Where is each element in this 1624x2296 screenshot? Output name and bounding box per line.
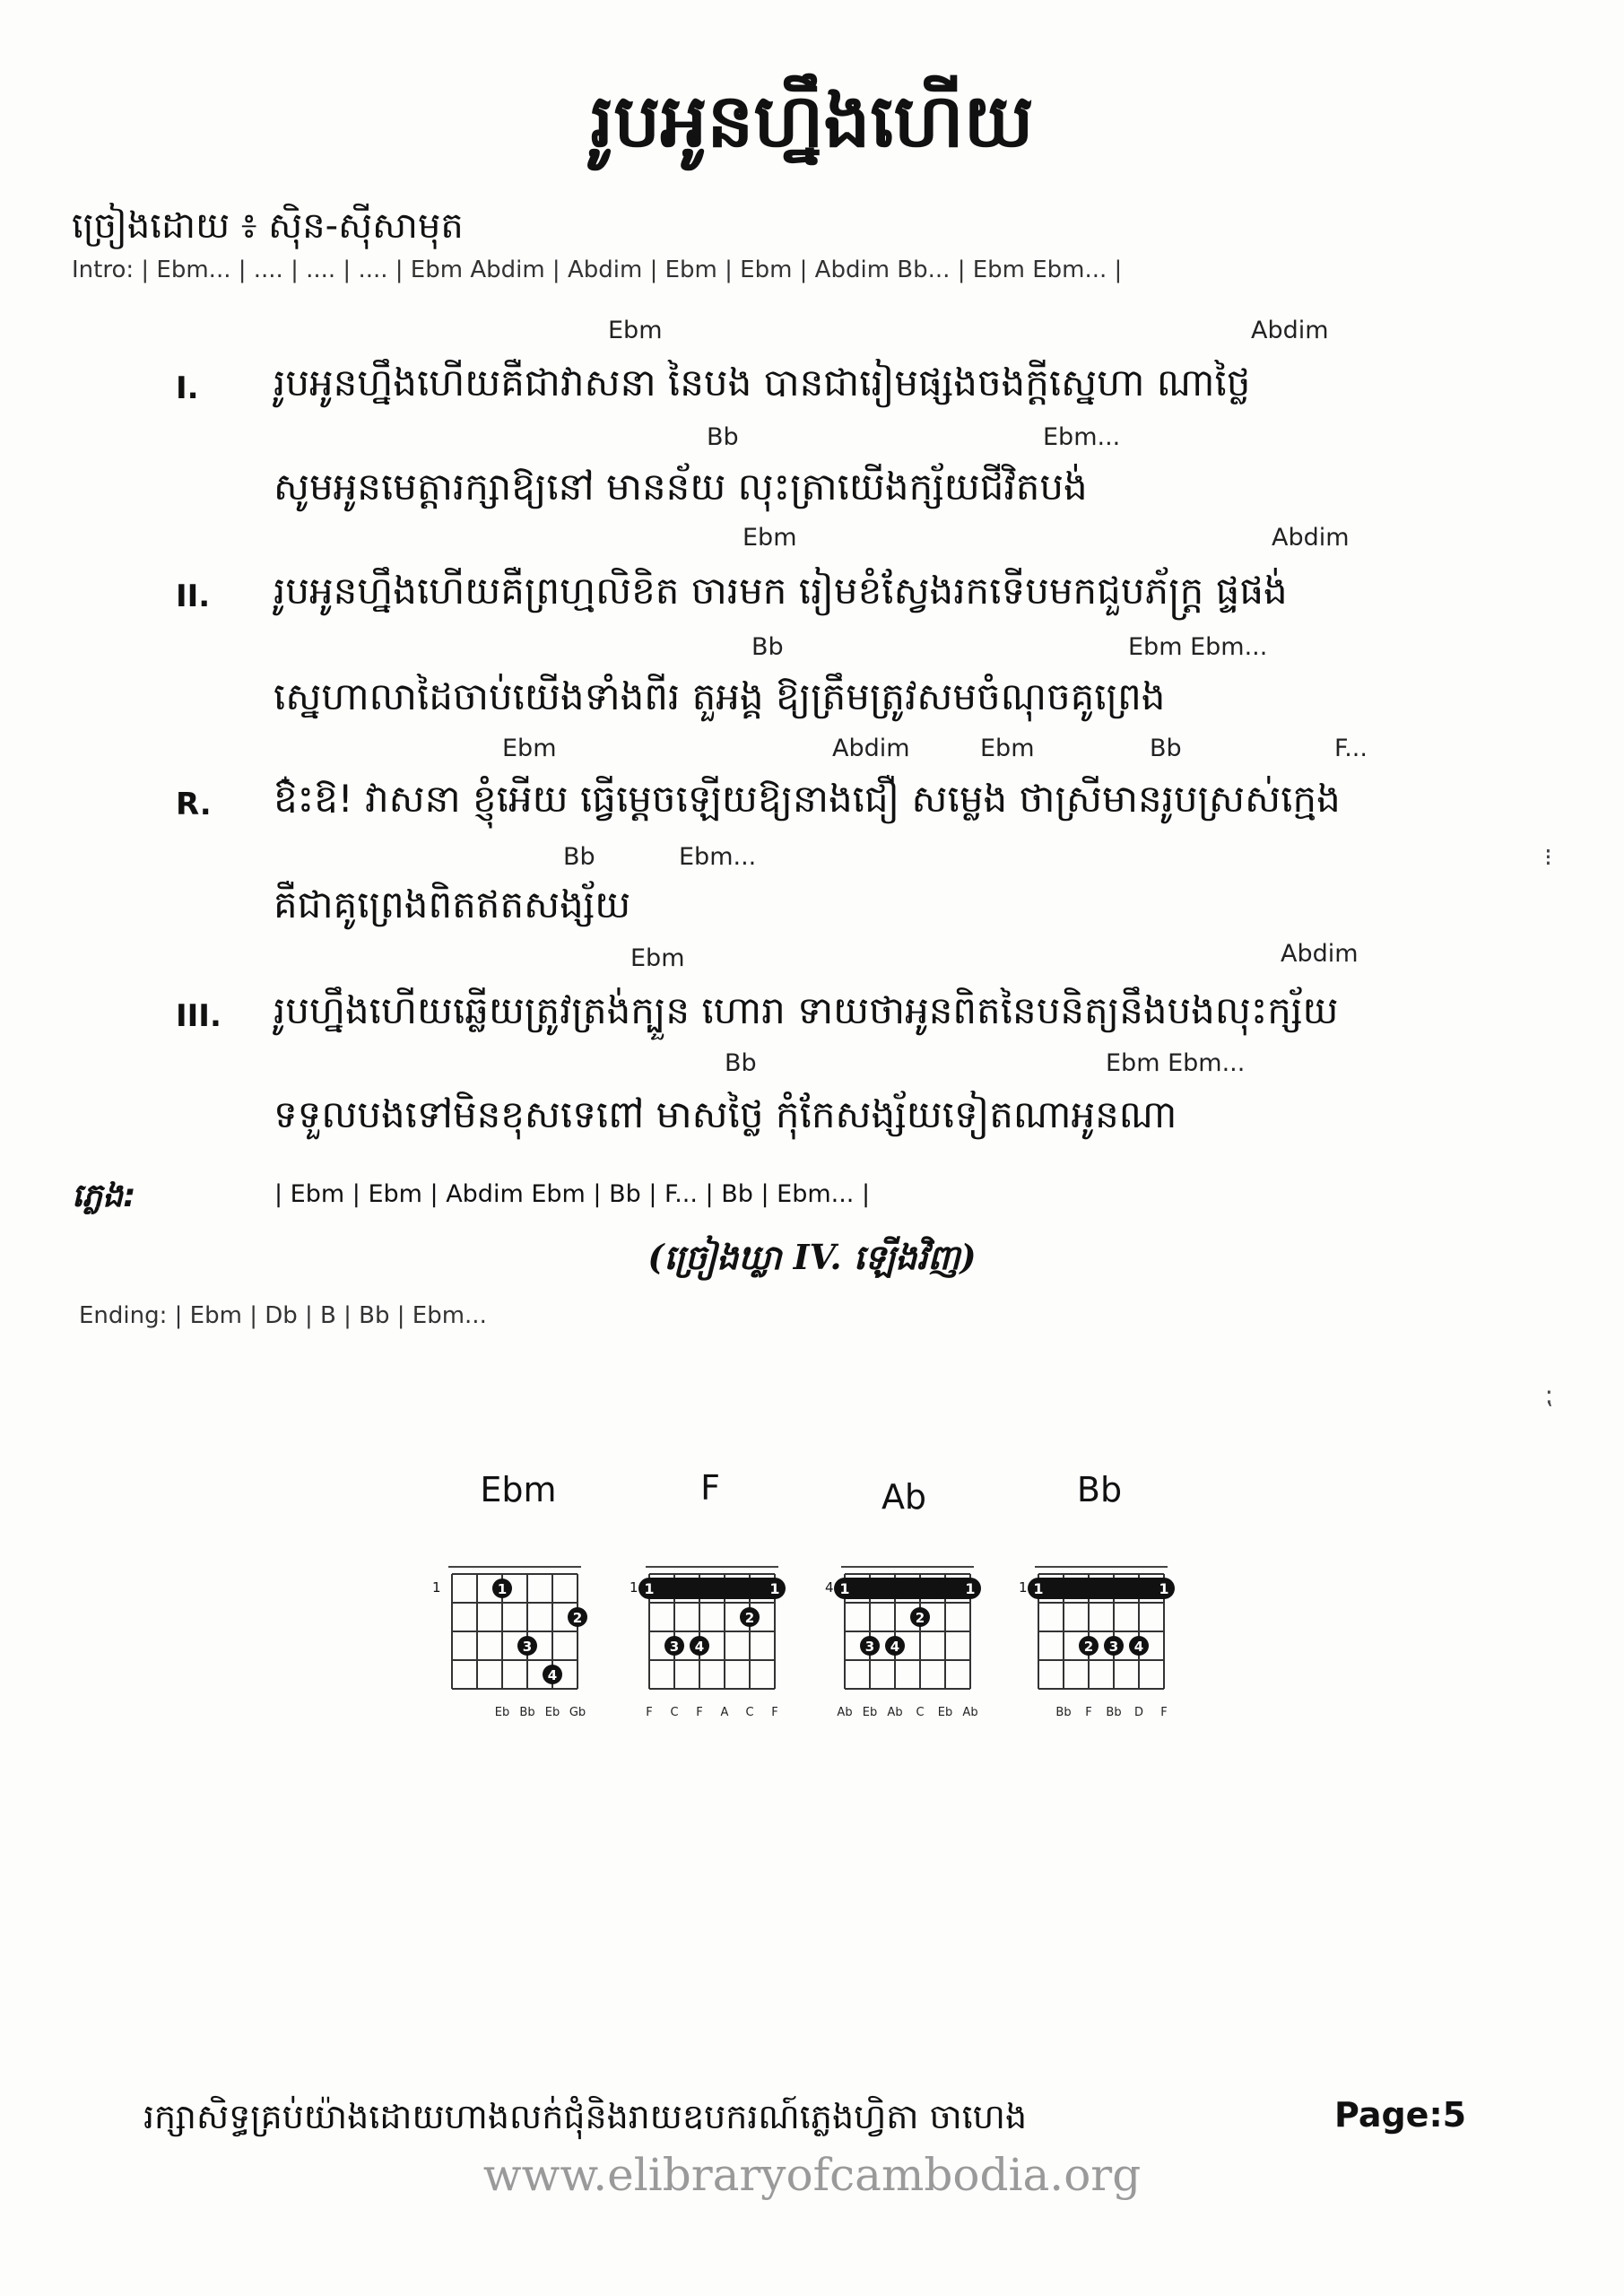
finger-number: 1	[644, 1580, 655, 1597]
string-note: C	[670, 1706, 679, 1719]
barre-bar	[834, 1578, 981, 1599]
chord-label: Ebm	[502, 735, 557, 762]
string-note: Eb	[544, 1706, 560, 1719]
finger-number: 2	[572, 1610, 583, 1626]
chord-label: Ebm	[980, 735, 1035, 762]
fret-number: 1	[1019, 1579, 1028, 1596]
string-note: F	[696, 1706, 703, 1719]
finger-number: 4	[890, 1639, 900, 1655]
page-number: Page:5	[1334, 2095, 1467, 2135]
string-note: Bb	[1106, 1706, 1122, 1719]
ending-progression: Ending: | Ebm | Db | B | Bb | Ebm...	[79, 1302, 487, 1329]
verse-label: III.	[176, 998, 221, 1034]
scan-mark: ⁏	[1544, 1380, 1553, 1410]
verse-label: II.	[176, 578, 211, 614]
finger-number: 1	[1033, 1580, 1044, 1597]
chord-label: Abdim	[1272, 524, 1350, 552]
lyric-line: គឺជាគូព្រេងពិតឥតសង្ស័យ	[274, 883, 631, 926]
string-note: D	[1133, 1706, 1144, 1719]
string-note: Gb	[569, 1706, 586, 1719]
instrumental-progression: | Ebm | Ebm | Abdim Ebm | Bb | F... | Bb | Ebm... |	[274, 1180, 871, 1208]
string-note: Ab	[887, 1706, 903, 1719]
chord-label: Bb	[1150, 735, 1182, 762]
site-watermark: www.elibraryofcambodia.org	[482, 2149, 1142, 2201]
chord-diagram-name: Bb	[1076, 1470, 1123, 1509]
string-note: Eb	[862, 1706, 878, 1719]
string-note: F	[1160, 1706, 1168, 1719]
lyric-line: សូមអូនមេត្តារក្សាឱ្យនៅ មានន័យ លុះត្រាយើងក្ស័យជីវិតបង់	[274, 465, 1088, 509]
finger-number: 1	[769, 1580, 780, 1597]
finger-number: 2	[915, 1610, 925, 1626]
string-note: Bb	[519, 1706, 535, 1719]
finger-number: 3	[669, 1639, 680, 1655]
chord-label: F...	[1334, 735, 1368, 762]
string-note: C	[916, 1706, 925, 1719]
chord-label: Ebm...	[1043, 423, 1121, 451]
finger-number: 4	[547, 1667, 558, 1683]
string-note: F	[1085, 1706, 1092, 1719]
lyric-line: ឱ៎ះឱ! វាសនា ខ្ញុំអើយ ធ្វើម្ដេចឡើយឱ្យនាងជឿ សម្លេង ថាស្រីមានរូបស្រស់ក្មេង	[274, 777, 1341, 821]
chord-label: Ebm	[630, 944, 685, 972]
chord-diagram-bb	[1008, 1547, 1205, 1726]
finger-number: 3	[1108, 1639, 1119, 1655]
chord-label: Ebm Ebm...	[1128, 633, 1268, 661]
chord-label: Ebm	[743, 524, 797, 552]
chord-diagram-ab	[814, 1547, 1012, 1726]
barre-bar	[638, 1578, 786, 1599]
singer-credit: ច្រៀងដោយ ៖ ស៊ិន-ស៊ីសាមុត	[72, 205, 464, 247]
finger-number: 1	[1159, 1580, 1169, 1597]
barre-bar	[1028, 1578, 1175, 1599]
chord-label: Ebm...	[679, 843, 757, 871]
chord-label: Bb	[725, 1049, 757, 1077]
lyric-line: រូបហ្នឹងហើយឆ្លើយត្រូវត្រង់ក្បួន ហោរា ទាយថាអូនពិតនៃបនិត្យនឹងបងលុះក្ស័យ	[274, 988, 1339, 1032]
verse-label: R.	[176, 787, 212, 822]
finger-number: 4	[1133, 1639, 1144, 1655]
finger-number: 1	[965, 1580, 976, 1597]
string-note: C	[745, 1706, 754, 1719]
chord-diagram-name: F	[700, 1468, 720, 1508]
chord-diagram-name: Ebm	[480, 1470, 557, 1509]
chord-label: Ebm	[608, 317, 663, 344]
string-note: F	[646, 1706, 653, 1719]
lyric-line: ទទួលបងទៅមិនខុសទេពៅ មាសថ្លៃ កុំកែសង្ស័យទៀតណាអូនណា	[274, 1092, 1177, 1136]
string-note: Eb	[494, 1706, 510, 1719]
string-note: F	[771, 1706, 778, 1719]
fret-number: 4	[825, 1579, 834, 1596]
instrumental-label: ភ្លេង:	[72, 1178, 136, 1214]
finger-number: 4	[694, 1639, 705, 1655]
fret-number: 1	[630, 1579, 638, 1596]
chord-label: Bb	[563, 843, 595, 871]
chord-label: Abdim	[1251, 317, 1329, 344]
chord-diagram-name: Ab	[881, 1477, 927, 1517]
finger-number: 1	[839, 1580, 850, 1597]
chord-label: Abdim	[832, 735, 910, 762]
string-note: Eb	[937, 1706, 953, 1719]
song-title: រូបអូនហ្នឹងហើយ	[590, 78, 1034, 164]
fret-number: 1	[432, 1579, 441, 1596]
footer-rights: រក្សាសិទ្ធគ្រប់យ៉ាងដោយហាងលក់ជុំនិងរាយឧបករណ៍ភ្លេងហ្វិតា ចាហេង	[143, 2097, 1028, 2136]
lyric-line: ស្នេហាលាដៃចាប់យើងទាំងពីរ តួអង្គ ឱ្យត្រឹមត្រូវសមចំណុចគូព្រេង	[274, 674, 1166, 718]
chord-label: Bb	[707, 423, 739, 451]
string-note: A	[720, 1706, 729, 1719]
finger-number: 2	[1083, 1639, 1094, 1655]
intro-progression: Intro: | Ebm... | .... | .... | .... | Ebm Abdim | Abdim | Ebm | Ebm | Abdim Bb... | Ebm Ebm... |	[72, 257, 1123, 283]
finger-number: 1	[497, 1581, 508, 1597]
finger-number: 2	[744, 1610, 755, 1626]
string-note: Ab	[962, 1706, 978, 1719]
chord-diagram-f	[619, 1547, 816, 1726]
finger-number: 3	[864, 1639, 875, 1655]
verse-label: I.	[176, 370, 199, 406]
chord-label: Abdim	[1281, 940, 1359, 968]
string-note: Bb	[1055, 1706, 1072, 1719]
chord-label: Ebm Ebm...	[1106, 1049, 1246, 1077]
finger-number: 3	[522, 1639, 533, 1655]
lyric-line: រូបអូនហ្នឹងហើយគឺជាវាសនា នៃបង បានជារៀមផ្សងចងក្ដីស្នេហា ណាថ្លៃ	[274, 361, 1251, 404]
string-note: Ab	[837, 1706, 853, 1719]
chord-diagram-ebm	[421, 1547, 619, 1726]
chord-label: Bb	[751, 633, 784, 661]
repeat-note: (ច្រៀងឃ្លា IV. ឡើងវិញ)	[647, 1237, 977, 1277]
scan-mark: ⁝	[1544, 842, 1552, 872]
lyric-line: រូបអូនហ្នឹងហើយគឺព្រហ្មលិខិត ចារមក រៀមខំស្វែងរកទើបមកជួបភ័ក្ត្រ ផ្ទផង់	[274, 569, 1288, 613]
